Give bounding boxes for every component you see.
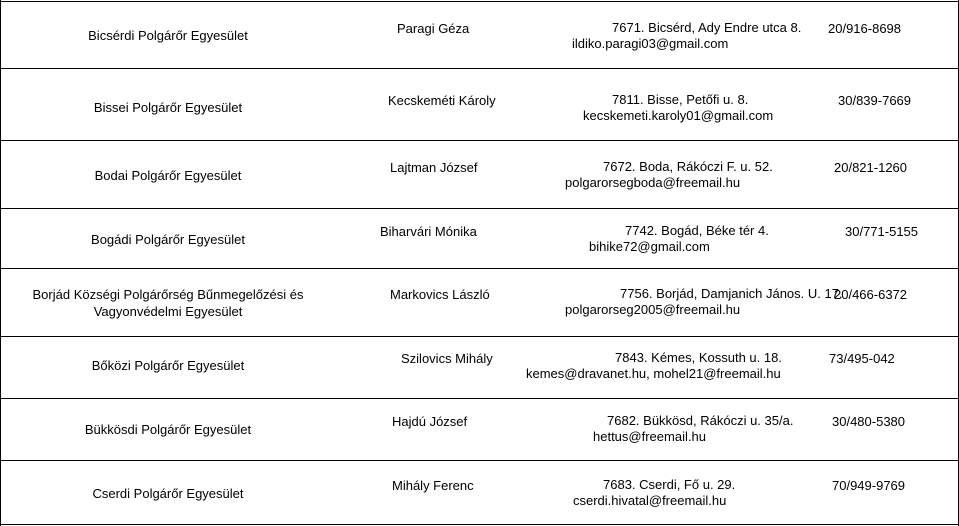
contact-person: Lajtman József — [390, 160, 478, 175]
organization-name: Bükkösdi Polgárőr Egyesület — [84, 422, 252, 437]
row-divider — [0, 524, 959, 525]
phone-number: 73/495-042 — [829, 351, 895, 366]
phone-number: 30/771-5155 — [845, 224, 919, 239]
row-divider — [0, 268, 959, 269]
row-divider — [0, 336, 959, 337]
row-divider — [0, 1, 959, 2]
organization-name: Cserdi Polgárőr Egyesület — [92, 486, 244, 501]
address: 7811. Bisse, Petőfi u. 8. — [612, 92, 749, 107]
phone-number: 20/821-1260 — [834, 160, 908, 175]
email: cserdi.hivatal@freemail.hu — [573, 493, 727, 508]
contact-person: Kecskeméti Károly — [388, 93, 496, 108]
contact-person: Biharvári Mónika — [380, 224, 477, 239]
table-border-left — [0, 0, 1, 526]
email: polgarorseg2005@freemail.hu — [565, 302, 741, 317]
address: 7683. Cserdi, Fő u. 29. — [603, 477, 736, 492]
organization-name: Bodai Polgárőr Egyesület — [94, 168, 242, 183]
email: bihike72@gmail.com — [589, 239, 710, 254]
contact-person: Hajdú József — [392, 414, 468, 429]
contact-person: Paragi Géza — [397, 21, 470, 36]
organization-name: Bőközi Polgárőr Egyesület — [91, 358, 245, 373]
email: polgarorsegboda@freemail.hu — [565, 175, 741, 190]
organization-name: Bissei Polgárőr Egyesület — [93, 100, 243, 115]
email: ildiko.paragi03@gmail.com — [572, 36, 729, 51]
row-divider — [0, 460, 959, 461]
row-divider — [0, 208, 959, 209]
address: 7672. Boda, Rákóczi F. u. 52. — [603, 159, 773, 174]
contact-person: Szilovics Mihály — [401, 351, 493, 366]
address: 7742. Bogád, Béke tér 4. — [625, 223, 769, 238]
row-divider — [0, 398, 959, 399]
organization-name: Borjád Községi Polgárőrség Bűnmegelőzési és Vagyonvédelmi Egyesület — [32, 287, 304, 319]
row-divider — [0, 140, 959, 141]
phone-number: 20/466-6372 — [834, 287, 908, 302]
organization-name: Bogádi Polgárőr Egyesület — [91, 232, 245, 247]
email: kecskemeti.karoly01@gmail.com — [583, 108, 774, 123]
phone-number: 70/949-9769 — [832, 478, 906, 493]
phone-number: 30/480-5380 — [832, 414, 906, 429]
address: 7756. Borjád, Damjanich János. U. 17. — [620, 286, 843, 301]
address: 7671. Bicsérd, Ady Endre utca 8. — [612, 20, 802, 35]
email: hettus@freemail.hu — [593, 429, 706, 444]
email: kemes@dravanet.hu, mohel21@freemail.hu — [526, 366, 781, 381]
contact-person: Mihály Ferenc — [392, 478, 474, 493]
phone-number: 20/916-8698 — [828, 21, 902, 36]
address: 7843. Kémes, Kossuth u. 18. — [615, 350, 782, 365]
phone-number: 30/839-7669 — [838, 93, 912, 108]
address: 7682. Bükkösd, Rákóczi u. 35/a. — [607, 413, 794, 428]
contact-person: Markovics László — [390, 287, 490, 302]
organization-name: Bicsérdi Polgárőr Egyesület — [88, 28, 248, 43]
row-divider — [0, 68, 959, 69]
